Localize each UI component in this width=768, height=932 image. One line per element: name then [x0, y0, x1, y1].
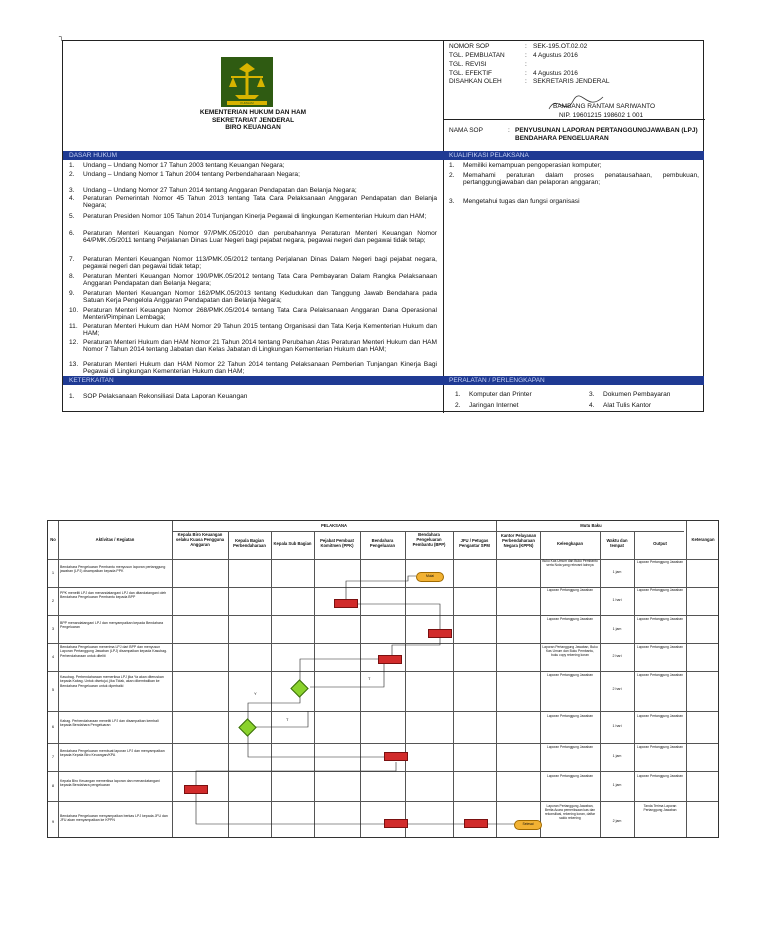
signer-name: BAMBANG RANTAM SARIWANTO	[553, 103, 656, 110]
col-keterangan-header: Keterangan	[691, 537, 715, 542]
output-text: Laporan Pertanggung Jawaban	[636, 617, 683, 621]
activity-text: Kabag. Perbendaharaan meneliti LPJ dan disampaikan kembali kepada Bendahara Pengeluaran	[60, 719, 159, 728]
process-box	[334, 599, 358, 608]
col-header-jfu: JFU / Petugas Pengantar SPM	[459, 538, 490, 548]
col-header-kppn: Kantor Pelayanan Perbendaharaan Negara (KPPN)	[500, 533, 537, 548]
output-text: Laporan Pertanggung Jawaban	[636, 745, 683, 749]
list-item: 2. Undang – Undang Nomor 1 Tahun 2004 tentang Perbendaharaan Negara;	[69, 171, 300, 178]
sop-name-key: NAMA SOP	[449, 127, 483, 134]
process-box	[184, 785, 208, 794]
col-header-bendahara: Bendahara Pengeluaran	[369, 538, 396, 548]
kelengkapan-text: Laporan Pertanggung Jawaban	[546, 617, 593, 621]
sop-header-table: KUMHAM KEMENTERIAN HUKUM DAN HAM SEKRETARIAT JENDERAL BIRO KEUANGAN NOMOR SOP : SEK-195.OT.02.02 TGL. PEMBUATAN : 4 Agustus 2016 TGL. REVISI : TGL. EFEKTIF : 4 Agustus 2016 DISAHKAN OLEH : SEKRETARIS JENDERAL BAMBANG RANTAM SARIWANTO NIP. 19601215 198602 1 001 NAMA SOP : PENYUSUNAN LAPORAN PERTANGGUNGJAWABAN (LPJ) BENDAHARA PENGELUARAN DASAR HUKUM KUALIFIKASI PELAKSANA KETERKAITAN PERALATAN / PERLENGKAPAN 1. Undang – Undang Nomor 17 Tahun 2003 tentang Keuangan Negara; 2. Undang – Undang Nomor 1 Tahun 2004 tentang Perbendaharaan Negara; 3. Undang – Undang Nomor 27 Tahun 2014 tentang Anggaran Pendapatan dan Belanja Negara; 4. Peraturan Pemerintah Nomor 45 Tahun 2013 tentang Tata Cara Pelaksanaan Anggaran Pendapatan dan Belanja Negara; 5. Peraturan Presiden Nomor 105 Tahun 2014 Tunjangan Kinerja Pegawai di lingkungan Kementerian Hukum dan HAM; 6. Peraturan Menteri Keuangan Nomor 97/PMK.05/2010 dan perubahannya Peraturan Menteri Keuangan Nomor 64/PMK.05/2011 tentang Perjalanan Dinas Luar Negeri bagi pejabat negara, pegawai negeri dan pegawai tidak tetap; 7. Peraturan Menteri Keuangan Nomor 113/PMK.05/2012 tentang Perjalanan Dinas Dalam Negeri bagi pejabat negara, pegawai negeri dan pegawai tidak tetap; 8. Peraturan Menteri Keuangan Nomor 190/PMK.05/2012 tentang Tata Cara Pembayaran Dalam Rangka Pelaksanaan Anggaran Pendapatan dan Belanja Negara; 9. Peraturan Menteri Keuangan Nomor 162/PMK.05/2013 tentang Kedudukan dan Tanggung Jawab Bendahara pada Satuan Kerja Pengelola Anggaran Pendapatan dan Belanja Negara; 10. Peraturan Menteri Keuangan Nomor 268/PMK.05/2014 tentang Tata Cara Pelaksanaan Anggaran Dana Operasional Menteri/Pimpinan Lembaga; 11. Peraturan Menteri Hukum dan HAM Nomor 29 Tahun 2015 tentang Organisasi dan Tata Kerja Kementerian Hukum dan HAM; 12. Peraturan Menteri Hukum dan HAM Nomor 21 Tahun 2014 tentang Perubahan Atas Peraturan Menteri Hukum dan HAM Nomor 7 Tahun 2014 tentang Jabatan dan Kelas Jabatan di Lingkungan Kementerian Hukum dan HAM; 13. Peraturan Menteri Hukum dan HAM Nomor 22 Tahun 2014 tentang Pelaksanaan Pemberian Tunjangan Kinerja Bagi Pegawai di Lingkungan Kementerian Hukum dan HAM; 1. Memiliki kemampuan pengoperasian komputer; 2. Memahami peraturan dalam proses penatausahaan, pembukuan, pertanggungjawaban dan pelaporan anggaran; 3. Mengetahui tugas dan fungsi organisasi 1. SOP Pelaksanaan Rekonsiliasi Data Laporan Keuangan 1. Komputer dan Printer 2. Jaringan Internet 3. Dokumen Pembayaran 4. Alat Tulis Kantor	[62, 40, 704, 412]
corner-mark: ┐	[59, 34, 64, 41]
kelengkapan-text: Laporan Pertanggung Jawaban	[546, 714, 593, 718]
row-number: 9	[51, 819, 55, 824]
col-header-output: Output	[653, 541, 667, 546]
mutu-group-header: Mutu Baku	[580, 523, 602, 528]
dasar-hukum-list	[69, 162, 437, 374]
list-item: 1. Memiliki kemampuan pengoperasian komputer;	[449, 162, 602, 169]
list-item: 1. Undang – Undang Nomor 17 Tahun 2003 tentang Keuangan Negara;	[69, 162, 285, 169]
peralatan-item: 3. Dokumen Pembayaran	[589, 391, 671, 398]
col-header-bpp: Bendahara Pengeluaran Pembantu (BPP)	[412, 532, 446, 547]
activity-text: Kasubag. Perbendaharaan memeriksa LPJ jika Ya akan diteruskan kepada Kabag. Untuk disetujui, jika Tidak, akan dikembalikan ke Bendahara Pengeluaran untuk diperbaiki	[60, 675, 164, 688]
start-terminator: Mulai	[416, 572, 444, 582]
sop-flowchart-table	[47, 520, 719, 838]
activity-text: Bendahara Pengeluaran menerima LPJ dari BPP dan menyusun Laporan Pertanggung Jawaban (LPJ) disampaikan kepada Kasubag. Perbendaharaan untuk diteliti	[60, 645, 168, 658]
kemenkumham-logo	[221, 57, 273, 107]
waktu-text: 2 hari	[612, 654, 622, 658]
sop-meta: NOMOR SOP : SEK-195.OT.02.02 TGL. PEMBUATAN : 4 Agustus 2016 TGL. REVISI : TGL. EFEKTIF : 4 Agustus 2016 DISAHKAN OLEH : SEKRETARIS JENDERAL	[449, 43, 610, 85]
list-item: 12. Peraturan Menteri Hukum dan HAM Nomor 21 Tahun 2014 tentang Perubahan Atas Peraturan Menteri Hukum dan HAM Nomor 7 Tahun 2014 tentang Jabatan dan Kelas Jabatan di Lingkungan Kementerian Hukum dan HAM;	[69, 339, 437, 354]
col-header-kelengkapan: Kelengkapan	[556, 541, 584, 546]
waktu-text: 1 hari	[612, 598, 622, 602]
waktu-text: 1 jam	[612, 783, 622, 787]
yes-label: Y	[254, 691, 257, 696]
list-item: 4. Peraturan Pemerintah Nomor 45 Tahun 2013 tentang Tata Cara Pelaksanaan Anggaran Pendapatan dan Belanja Negara;	[69, 195, 437, 210]
row-number: 7	[51, 754, 55, 759]
process-box	[464, 819, 488, 828]
no-label: T	[286, 717, 289, 722]
list-item: 3. Mengetahui tugas dan fungsi organisasi	[449, 198, 580, 205]
activity-text: PPK meneliti LPJ dan menandatangani LPJ dan ditandatangani oleh Bendahara Pengeluaran Pembantu kepada BPP	[60, 591, 167, 600]
kelengkapan-text: Laporan Pertanggung Jawaban, Berita Acara pemeriksaan kas dan rekonsiliasi, rekening koran, daftar saldo rekening	[544, 804, 596, 820]
activity-text: BPP menandatangani LPJ dan menyampaikan kepada Bendahara Pengeluaran	[60, 621, 164, 630]
output-text: Laporan Pertanggung Jawaban	[636, 588, 683, 592]
list-item: 5. Peraturan Presiden Nomor 105 Tahun 2014 Tunjangan Kinerja Pegawai di lingkungan Kementerian Hukum dan HAM;	[69, 213, 427, 220]
waktu-text: 2 hari	[612, 687, 622, 691]
org-line-3: BIRO KEUANGAN	[225, 124, 281, 131]
peralatan-item: 1. Komputer dan Printer	[455, 391, 532, 398]
list-item: 9. Peraturan Menteri Keuangan Nomor 162/PMK.05/2013 tentang Kedudukan dan Tanggung Jawab Bendahara pada Satuan Kerja Pengelola Anggaran Pendapatan dan Belanja Negara;	[69, 290, 437, 305]
waktu-text: 1 hari	[612, 724, 622, 728]
kelengkapan-text: Laporan Pertanggung Jawaban	[546, 745, 593, 749]
output-text: Laporan Pertanggung Jawaban	[636, 645, 683, 649]
col-header-kasubag: Kepala Sub Bagian	[273, 541, 312, 546]
row-number: 6	[51, 724, 55, 729]
list-item: 13. Peraturan Menteri Hukum dan HAM Nomor 22 Tahun 2014 tentang Pelaksanaan Pemberian Tunjangan Kinerja Bagi Pegawai di Lingkungan Kementerian Hukum dan HAM;	[69, 361, 437, 376]
peralatan-header: PERALATAN / PERLENGKAPAN	[443, 376, 704, 385]
col-header-kpa: Kepala Biro Keuangan selaku Kuasa Pengguna Anggaran	[175, 532, 225, 547]
pelaksana-group-header: PELAKSANA	[320, 523, 348, 528]
output-text: Laporan Pertanggung Jawaban	[636, 714, 683, 718]
kelengkapan-text: Laporan Pertanggung Jawaban, Buku Kas Umum dan Buku Pembantu, buku copy rekening koran	[542, 645, 598, 657]
kelengkapan-text: Laporan Pertanggung Jawaban	[546, 673, 593, 677]
keterkaitan-item: 1. SOP Pelaksanaan Rekonsiliasi Data Laporan Keuangan	[69, 393, 248, 400]
list-item: 10. Peraturan Menteri Keuangan Nomor 268/PMK.05/2014 tentang Tata Cara Pelaksanaan Anggaran Dana Operasional Menteri/Pimpinan Lembaga;	[69, 307, 437, 322]
list-item: 2. Memahami peraturan dalam proses penatausahaan, pembukuan, pertanggungjawaban dan pelaporan anggaran;	[449, 172, 699, 187]
process-box	[428, 629, 452, 638]
col-header-ppk: Pejabat Pembuat Komitmen (PPK)	[320, 538, 354, 548]
col-header-waktu: Waktu dan tempat	[606, 538, 628, 548]
no-label: T	[368, 676, 371, 681]
output-text: Tanda Terima Laporan Pertanggung Jawaban	[643, 804, 677, 812]
activity-text: Bendahara Pengeluaran Pembantu menyusun laporan pertanggung jawaban (LPJ) disampaikan kepada PPK	[60, 565, 166, 574]
output-text: Laporan Pertanggung Jawaban	[636, 560, 683, 564]
col-aktivitas-header: Aktivitas / Kegiatan	[95, 537, 135, 542]
waktu-text: 1 jam	[612, 754, 622, 758]
peralatan-item: 4. Alat Tulis Kantor	[589, 402, 652, 409]
output-text: Laporan Pertanggung Jawaban	[636, 774, 683, 778]
list-item: 11. Peraturan Menteri Hukum dan HAM Nomor 29 Tahun 2015 tentang Organisasi dan Tata Kerja Kementerian Hukum dan HAM;	[69, 323, 437, 338]
list-item: 8. Peraturan Menteri Keuangan Nomor 190/PMK.05/2012 tentang Tata Cara Pembayaran Dalam Rangka Pelaksanaan Anggaran Pendapatan dan Belanja Negara;	[69, 273, 437, 288]
signer-nip: NIP. 19601215 198602 1 001	[559, 112, 644, 119]
keterkaitan-header: KETERKAITAN	[63, 376, 443, 385]
logo-caption: KUMHAM	[240, 101, 254, 105]
process-box	[378, 655, 402, 664]
row-number: 1	[51, 570, 55, 575]
row-number: 5	[51, 687, 55, 692]
col-no-header: No	[50, 537, 56, 542]
list-item: 3. Undang – Undang Nomor 27 Tahun 2014 tentang Anggaran Pendapatan dan Belanja Negara;	[69, 187, 357, 194]
row-number: 2	[51, 598, 55, 603]
activity-text: Bendahara Pengeluaran menyampaikan berkas LPJ kepada JFU dan JFU akan menyampaikan ke KPPN	[60, 814, 168, 823]
dasar-hukum-header: DASAR HUKUM	[63, 151, 443, 160]
waktu-text: 2 jam	[612, 819, 622, 823]
kualifikasi-list	[449, 162, 699, 242]
row-number: 3	[51, 626, 55, 631]
process-box	[384, 752, 408, 761]
output-text: Laporan Pertanggung Jawaban	[636, 673, 683, 677]
kelengkapan-text: Buku Kas Umum dan Buku Pembantu serta Nota yang relevant lainnya	[542, 559, 598, 567]
kelengkapan-text: Laporan Pertanggung Jawaban	[546, 774, 593, 778]
kelengkapan-text: Laporan Pertanggung Jawaban	[546, 588, 593, 592]
row-number: 4	[51, 654, 55, 659]
flow-connectors	[48, 521, 720, 839]
row-number: 8	[51, 783, 55, 788]
activity-text: Kepala Biro Keuangan memeriksa laporan dan menandatangani kepada Bendahara pengeluaran	[60, 779, 160, 788]
waktu-text: 1 jam	[612, 627, 622, 631]
process-box	[384, 819, 408, 828]
kualifikasi-header: KUALIFIKASI PELAKSANA	[443, 151, 704, 160]
activity-text: Bendahara Pengeluaran membuat laporan LPJ dan menyampaikan kepada Kepala Biro Keuangan/KPA	[60, 749, 165, 758]
sop-name-value: PENYUSUNAN LAPORAN PERTANGGUNGJAWABAN (LPJ) BENDAHARA PENGELUARAN	[515, 127, 698, 142]
org-name	[153, 109, 353, 132]
col-header-kabag: Kepala Bagian Perbendaharaan	[233, 538, 266, 548]
org-line-2: SEKRETARIAT JENDERAL	[211, 116, 295, 124]
peralatan-item: 2. Jaringan Internet	[455, 402, 519, 409]
waktu-text: 1 jam	[612, 570, 622, 574]
end-terminator: Selesai	[514, 820, 542, 830]
list-item: 7. Peraturan Menteri Keuangan Nomor 113/PMK.05/2012 tentang Perjalanan Dinas Dalam Negeri bagi pejabat negara, pegawai negeri dan pegawai tidak tetap;	[69, 256, 437, 271]
org-line-1: KEMENTERIAN HUKUM DAN HAM	[199, 109, 307, 116]
list-item: 6. Peraturan Menteri Keuangan Nomor 97/PMK.05/2010 dan perubahannya Peraturan Menteri Keuangan Nomor 64/PMK.05/2011 tentang Perjalanan Dinas Luar Negeri bagi pejabat negara, pegawai negeri dan pegawai tidak tetap;	[69, 230, 437, 245]
